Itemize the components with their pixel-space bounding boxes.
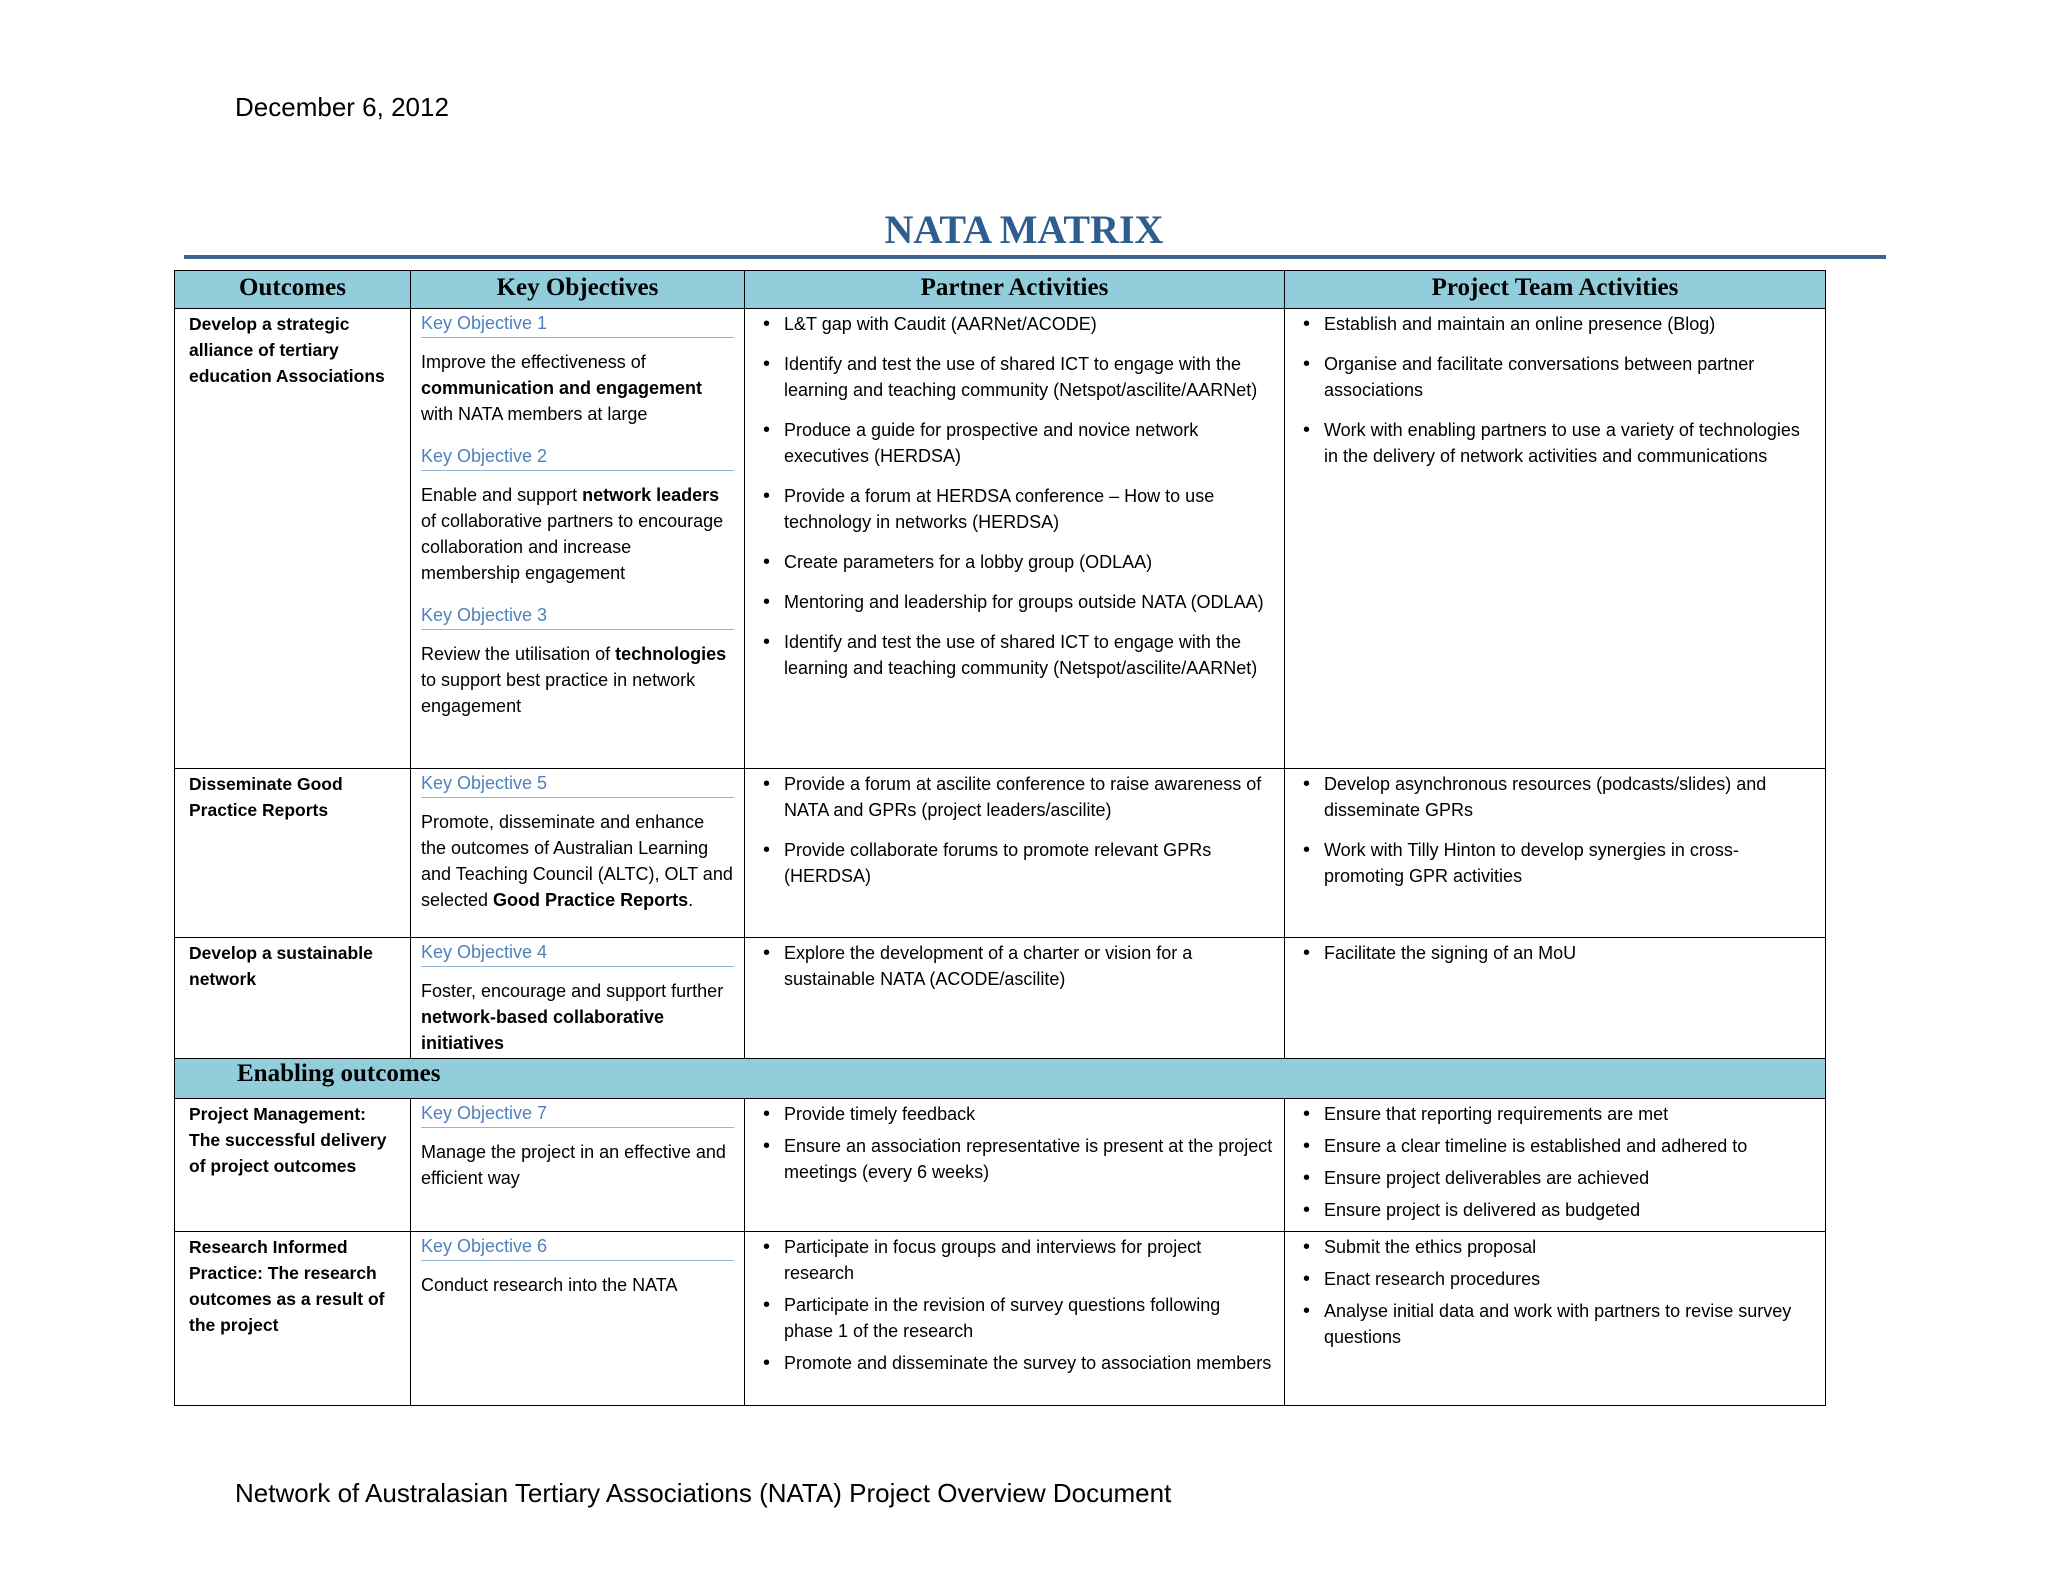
partner-activities-cell bbox=[745, 1232, 1285, 1406]
list-item: • Facilitate the signing of an MoU bbox=[1301, 940, 1815, 966]
list-item: • Develop asynchronous resources (podcasts/slides) and disseminate GPRs bbox=[1301, 771, 1815, 823]
list-item: • Provide collaborate forums to promote relevant GPRs (HERDSA) bbox=[761, 837, 1274, 889]
partner-activities-cell bbox=[745, 769, 1285, 938]
page-title: NATA MATRIX bbox=[884, 207, 1164, 252]
header-key-objectives: Key Objectives bbox=[411, 271, 745, 309]
section-header-row bbox=[175, 1059, 1826, 1099]
key-objective-label: Key Objective 6 bbox=[421, 1233, 734, 1261]
table-row bbox=[175, 309, 1826, 769]
list-item: • Create parameters for a lobby group (ODLAA) bbox=[761, 549, 1274, 575]
objectives-cell bbox=[411, 1232, 745, 1406]
key-objective bbox=[421, 1100, 734, 1191]
nata-matrix-table bbox=[174, 270, 1826, 1406]
team-activities-cell bbox=[1285, 769, 1826, 938]
table-header-row bbox=[175, 271, 1826, 309]
key-objective bbox=[421, 443, 734, 586]
key-objective-description: Review the utilisation of technologies to support best practice in network engagement bbox=[421, 644, 727, 716]
team-activities-cell bbox=[1285, 938, 1826, 1059]
key-objective-label: Key Objective 2 bbox=[421, 443, 734, 471]
list-item: • Explore the development of a charter or vision for a sustainable NATA (ACODE/ascilite) bbox=[761, 940, 1274, 992]
team-activities-cell bbox=[1285, 1099, 1826, 1232]
key-objective bbox=[421, 602, 734, 719]
outcome-cell: Develop a sustainable network bbox=[175, 938, 411, 1059]
list-item: • Ensure an association representative is present at the project meetings (every 6 weeks) bbox=[761, 1133, 1274, 1185]
list-item: • Identify and test the use of shared ICT to engage with the learning and teaching community (Netspot/ascilite/AARNet) bbox=[761, 351, 1274, 403]
key-objective-description: Foster, encourage and support further network-based collaborative initiatives bbox=[421, 981, 724, 1053]
list-item: • Ensure a clear timeline is established and adhered to bbox=[1301, 1133, 1815, 1159]
outcome-cell: Disseminate Good Practice Reports bbox=[175, 769, 411, 938]
list-item: • Organise and facilitate conversations between partner associations bbox=[1301, 351, 1815, 403]
list-item: • Produce a guide for prospective and novice network executives (HERDSA) bbox=[761, 417, 1274, 469]
page-date: December 6, 2012 bbox=[235, 92, 449, 122]
list-item: • Enact research procedures bbox=[1301, 1266, 1815, 1292]
partner-activities-cell bbox=[745, 938, 1285, 1059]
partner-activities-cell bbox=[745, 309, 1285, 769]
key-objective-description: Conduct research into the NATA bbox=[421, 1275, 678, 1295]
list-item: • Ensure that reporting requirements are met bbox=[1301, 1101, 1815, 1127]
key-objective bbox=[421, 939, 734, 1056]
outcome-cell: Research Informed Practice: The research outcomes as a result of the project bbox=[175, 1232, 411, 1406]
key-objective-label: Key Objective 1 bbox=[421, 310, 734, 338]
title-underline bbox=[184, 255, 1886, 259]
key-objective-description: Improve the effectiveness of communication and engagement with NATA members at large bbox=[421, 352, 703, 424]
key-objective-description: Enable and support network leaders of collaborative partners to encourage collaboration and increase membership engagement bbox=[421, 485, 724, 583]
key-objective bbox=[421, 310, 734, 427]
list-item: • Mentoring and leadership for groups outside NATA (ODLAA) bbox=[761, 589, 1274, 615]
list-item: • Work with enabling partners to use a variety of technologies in the delivery of network activities and communications bbox=[1301, 417, 1815, 469]
table-row bbox=[175, 938, 1826, 1059]
list-item: • Participate in focus groups and interviews for project research bbox=[761, 1234, 1274, 1286]
header-project-team-activities: Project Team Activities bbox=[1285, 271, 1826, 309]
table-row bbox=[175, 1099, 1826, 1232]
outcome-cell: Project Management: The successful delivery of project outcomes bbox=[175, 1099, 411, 1232]
objectives-cell bbox=[411, 938, 745, 1059]
objectives-cell bbox=[411, 769, 745, 938]
list-item: • Work with Tilly Hinton to develop synergies in cross-promoting GPR activities bbox=[1301, 837, 1815, 889]
table-row bbox=[175, 769, 1826, 938]
objectives-cell bbox=[411, 1099, 745, 1232]
team-activities-cell bbox=[1285, 309, 1826, 769]
page-footer: Network of Australasian Tertiary Associations (NATA) Project Overview Document bbox=[235, 1478, 1172, 1508]
list-item: • Establish and maintain an online presence (Blog) bbox=[1301, 311, 1815, 337]
key-objective bbox=[421, 770, 734, 913]
key-objective-label: Key Objective 7 bbox=[421, 1100, 734, 1128]
list-item: • Participate in the revision of survey questions following phase 1 of the research bbox=[761, 1292, 1274, 1344]
list-item: • Ensure project deliverables are achieved bbox=[1301, 1165, 1815, 1191]
section-enabling-outcomes: Enabling outcomes bbox=[175, 1059, 1826, 1099]
header-partner-activities: Partner Activities bbox=[745, 271, 1285, 309]
list-item: • Submit the ethics proposal bbox=[1301, 1234, 1815, 1260]
key-objective-description: Promote, disseminate and enhance the outcomes of Australian Learning and Teaching Council (ALTC), OLT and selected Good Practice Reports. bbox=[421, 812, 733, 910]
partner-activities-cell bbox=[745, 1099, 1285, 1232]
team-activities-cell bbox=[1285, 1232, 1826, 1406]
key-objective bbox=[421, 1233, 734, 1298]
header-outcomes: Outcomes bbox=[175, 271, 411, 309]
key-objective-label: Key Objective 4 bbox=[421, 939, 734, 967]
table-row bbox=[175, 1232, 1826, 1406]
list-item: • L&T gap with Caudit (AARNet/ACODE) bbox=[761, 311, 1274, 337]
list-item: • Provide a forum at HERDSA conference – How to use technology in networks (HERDSA) bbox=[761, 483, 1274, 535]
list-item: • Promote and disseminate the survey to association members bbox=[761, 1350, 1274, 1376]
key-objective-label: Key Objective 3 bbox=[421, 602, 734, 630]
list-item: • Provide a forum at ascilite conference to raise awareness of NATA and GPRs (project leaders/ascilite) bbox=[761, 771, 1274, 823]
key-objective-description: Manage the project in an effective and efficient way bbox=[421, 1142, 726, 1188]
list-item: • Identify and test the use of shared ICT to engage with the learning and teaching community (Netspot/ascilite/AARNet) bbox=[761, 629, 1274, 681]
list-item: • Ensure project is delivered as budgeted bbox=[1301, 1197, 1815, 1223]
outcome-cell: Develop a strategic alliance of tertiary education Associations bbox=[175, 309, 411, 769]
list-item: • Analyse initial data and work with partners to revise survey questions bbox=[1301, 1298, 1815, 1350]
key-objective-label: Key Objective 5 bbox=[421, 770, 734, 798]
list-item: • Provide timely feedback bbox=[761, 1101, 1274, 1127]
objectives-cell bbox=[411, 309, 745, 769]
